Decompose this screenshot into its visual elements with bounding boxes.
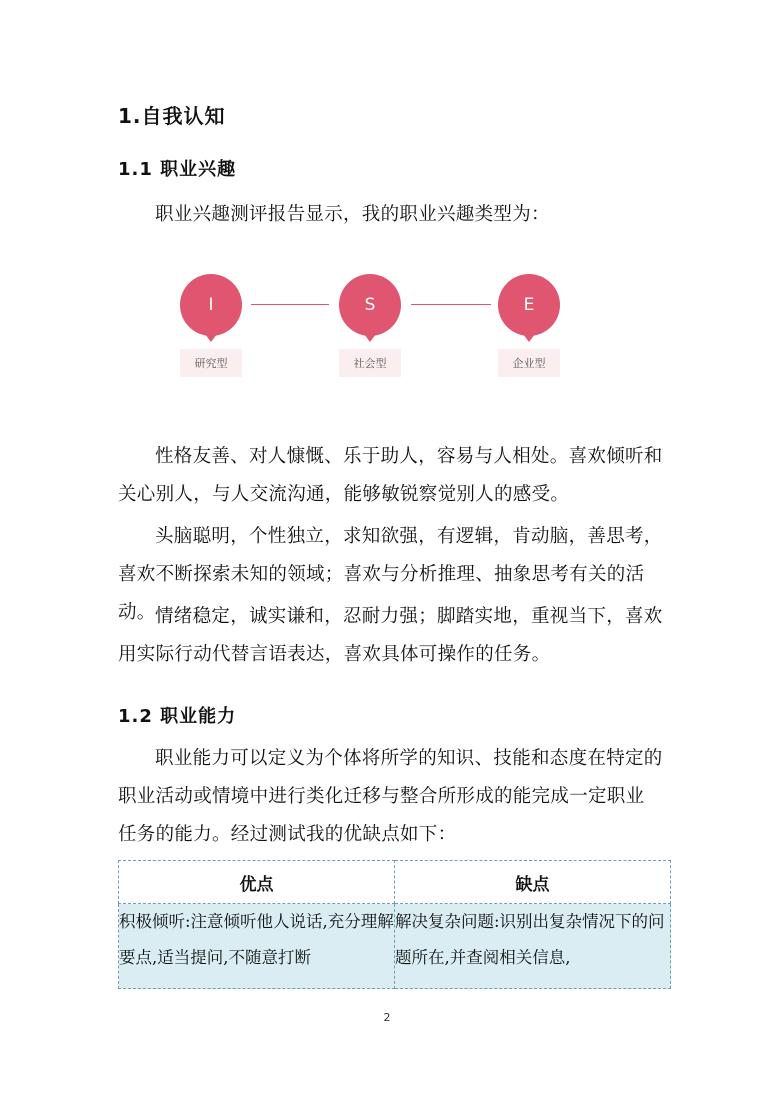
interest-paragraph: 性格友善、对人慷慨、乐于助人，容易与人相处。喜欢倾听和关心别人，与人交流沟通，能够敏锐察觉别人的感受。 [118,446,663,505]
section-title: 1.自我认知 [118,104,226,128]
table-row [119,904,671,989]
type-node-label: 企业型 [498,349,560,377]
node-pointer [364,334,376,342]
type-node-label: 社会型 [339,349,401,377]
type-node-circle: I [180,274,242,336]
connector-line [251,304,329,305]
weakness-cell: 解决复杂问题:识别出复杂情况下的问题所在,并查阅相关信息, [395,904,671,989]
type-node-circle: E [498,274,560,336]
ability-heading: 1.2 职业能力 [118,706,237,727]
strengths-header: 优点 [119,861,395,904]
interest-paragraph: 情绪稳定，诚实谦和，忍耐力强；脚踏实地，重视当下，喜欢用实际行动代替言语表达，喜欢具体可操作的任务。 [118,606,663,665]
node-pointer [523,334,535,342]
interest-heading: 1.1 职业兴趣 [118,159,237,180]
interest-type-diagram [175,268,570,388]
type-node-circle: S [339,274,401,336]
ability-intro: 职业能力可以定义为个体将所学的知识、技能和态度在特定的职业活动或情境中进行类化迁移与整合所形成的能完成一定职业任务的能力。经过测试我的优缺点如下： [118,748,663,845]
table-header-row [119,861,671,904]
interest-intro: 职业兴趣测评报告显示，我的职业兴趣类型为： [155,204,550,225]
node-pointer [205,334,217,342]
weaknesses-header: 缺点 [395,861,671,904]
strength-cell: 积极倾听:注意倾听他人说话,充分理解要点,适当提问,不随意打断 [119,904,395,989]
interest-paragraph: 头脑聪明，个性独立，求知欲强，有逻辑，肯动脑，善思考，喜欢不断探索未知的领域；喜欢与分析推理、抽象思考有关的活动。 [118,526,663,623]
page-number: 2 [383,1011,391,1024]
type-node-label: 研究型 [180,349,242,377]
strengths-weaknesses-table [118,860,671,989]
connector-line [411,304,491,305]
